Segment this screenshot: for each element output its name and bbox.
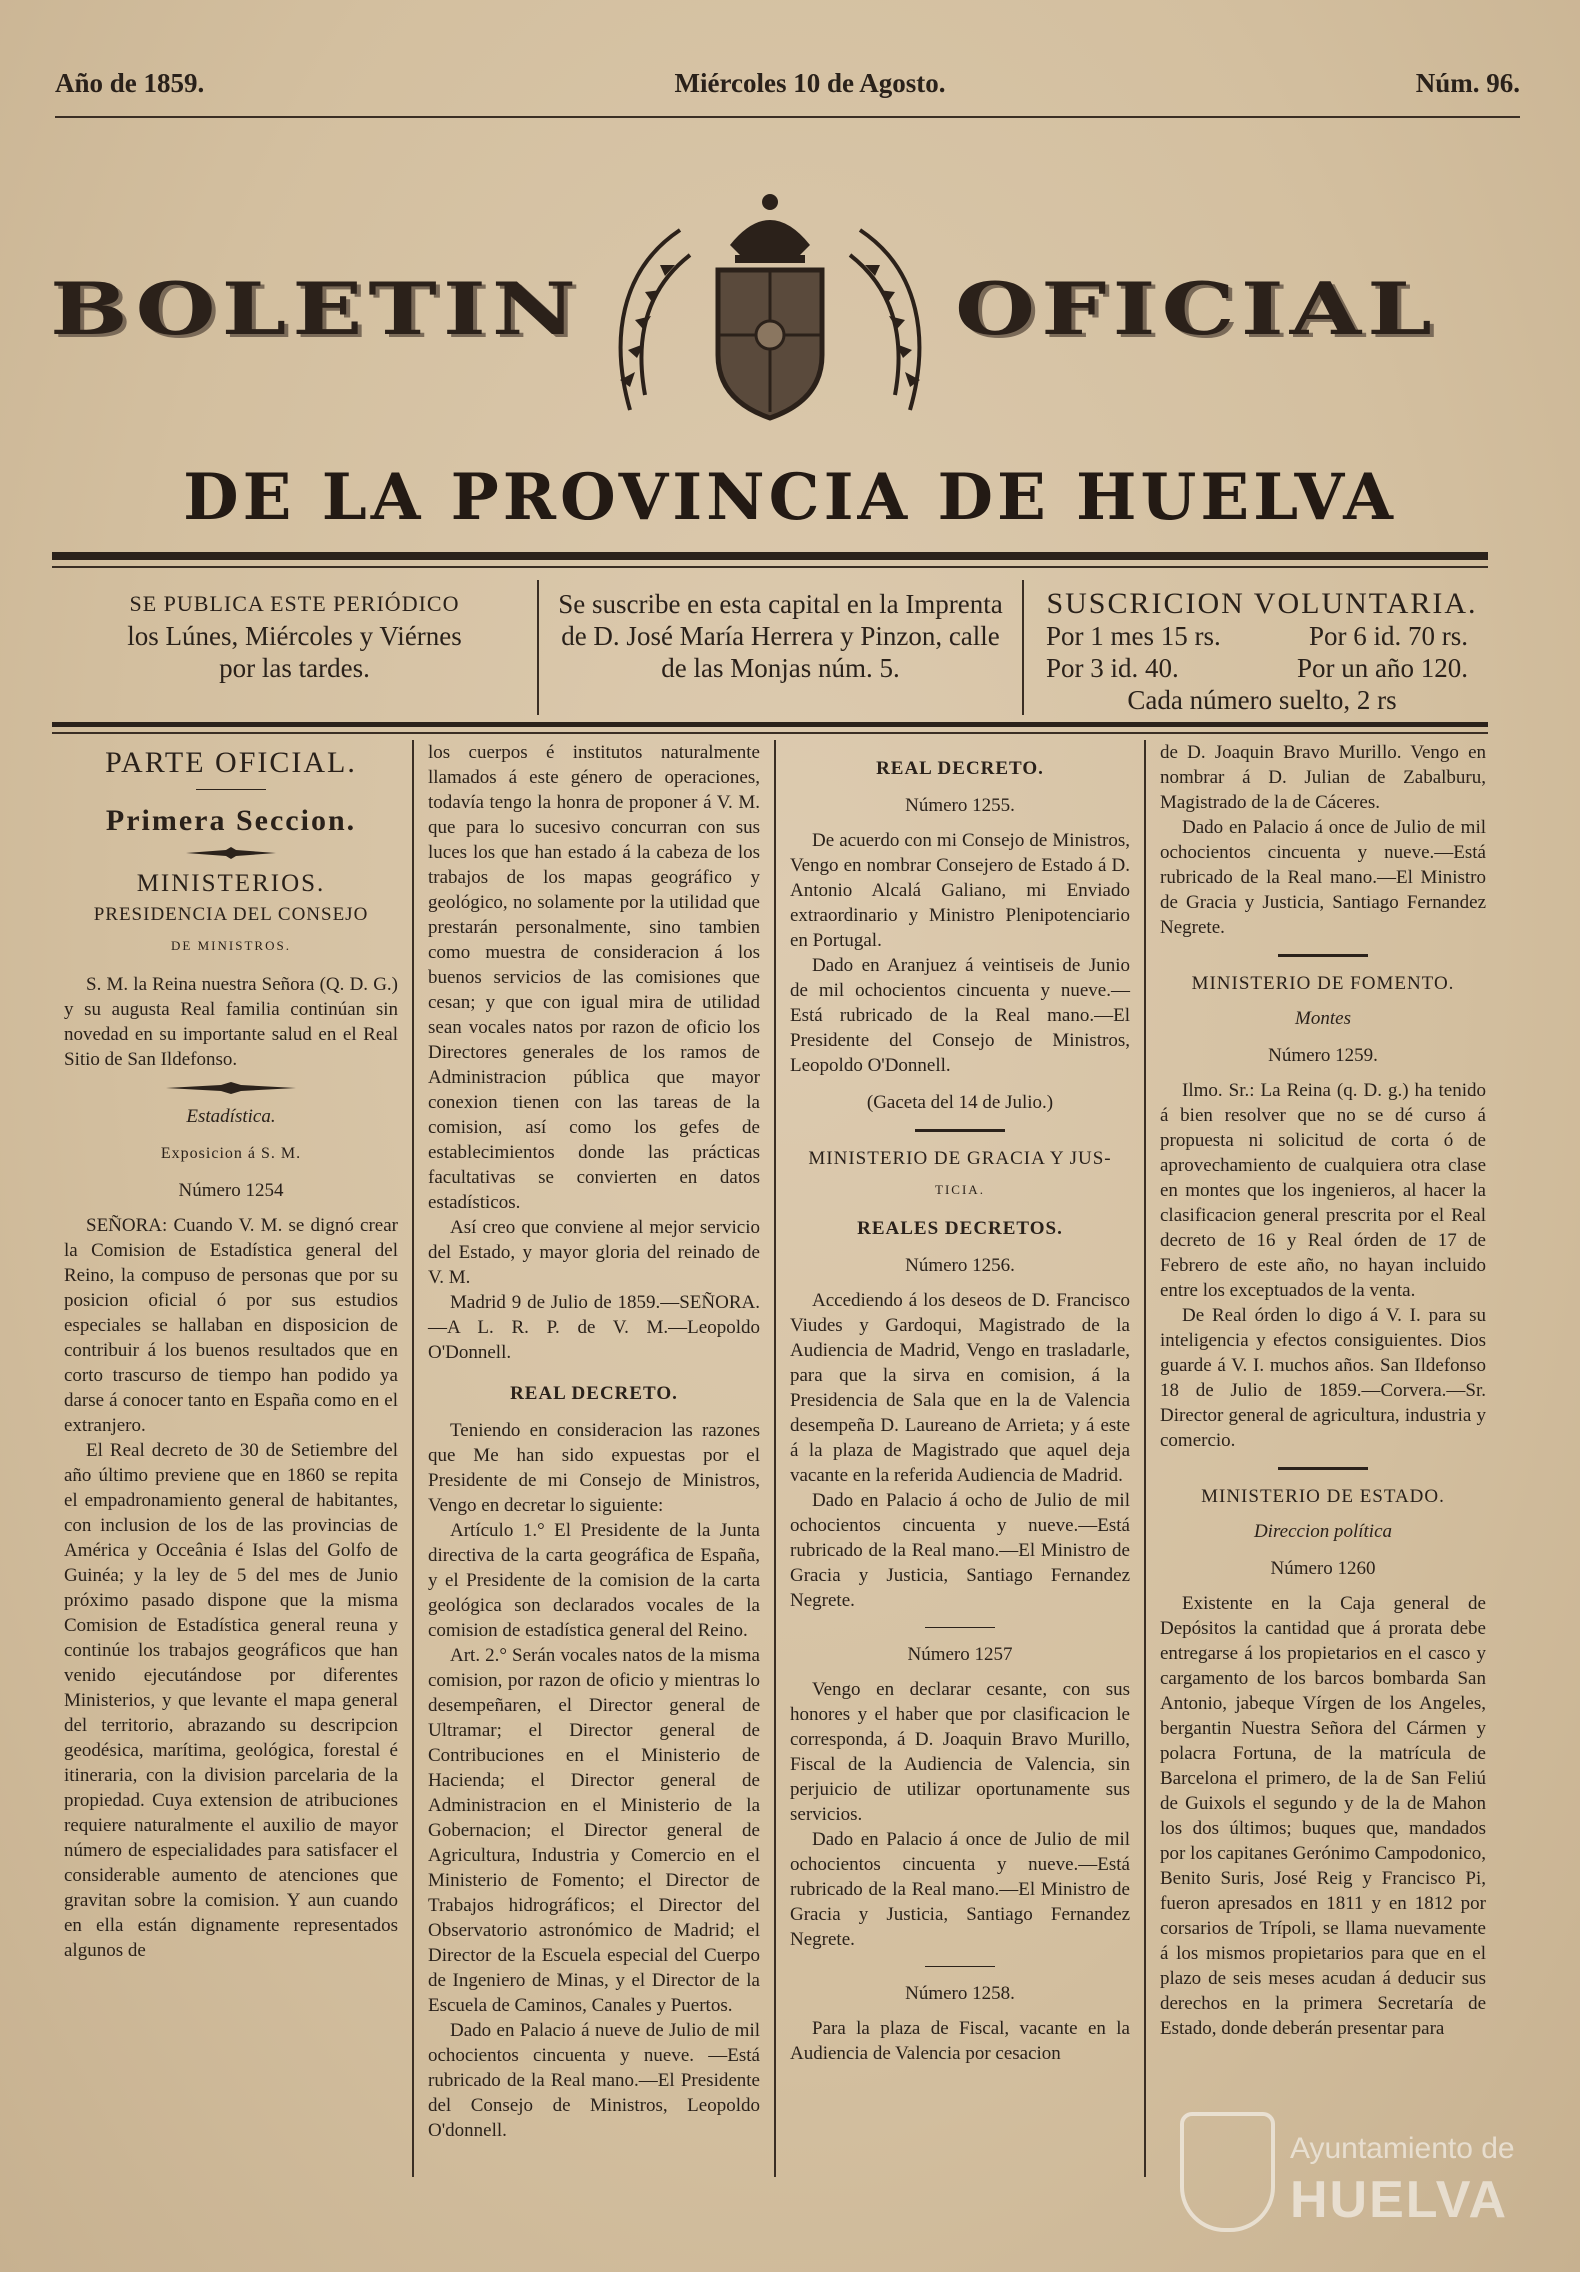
column-2 [412,740,774,2177]
band-rule-bottom [52,722,1488,727]
article-paragraph: Dado en Palacio á once de Julio de mil ochocientos cincuenta y nueve.—Está rubricado de la Real mano.—El Ministro de Gracia y Justicia, Santiago Fernandez Negrete. [790,1829,1130,1950]
masthead-word-boletin: BOLETIN [50,266,583,352]
article-paragraph: Dado en Palacio á once de Julio de mil ochocientos cincuenta y nueve.—Está rubricado de la Real mano.—El Ministro de Gracia y Justicia, Santiago Fernandez Negrete. [1160,817,1486,938]
watermark-line-1: Ayuntamiento de [1290,2132,1515,2165]
column-4 [1144,740,1500,2177]
article-paragraph: Teniendo en consideracion las razones que Me han sido expuestas por el Presidente de mi Consejo de Ministros, Vengo en decretar lo siguiente: [428,1420,760,1516]
address-line-2: de D. José María Herrera y Pinzon, calle [561,621,1000,651]
article-paragraph: El Real decreto de 30 de Setiembre del año último previene que en 1860 se repita el empadronamiento general de habitantes, con inclusion de los de las provincias de América y Occeânia é Islas del Golfo de Guinéa; y la ley de 5 del mes de Junio próximo pasado dispone que la misma Comision de Estadística general reuna y continúe los trabajos geográficos que han venido ejecutándose por diferentes Ministerios, y que levante el mapa general del territorio, abrazando su descripcion geodésica, marítima, geológica, forestal é itineraria, con la division parcelaria de la propiedad. Cuya extension de atribuciones requiere naturalmente el auxilio de mayor número de especialidades para satisfacer el considerable aumento de atenciones que gravitan sobre la comision. Y aun cuando en ella están dignamente representados algunos de [64,1440,398,1961]
price-3-months: Por 3 id. 40. [1046,653,1179,683]
article-paragraph: Dado en Palacio á ocho de Julio de mil ochocientos cincuenta y nueve.—Está rubricado de la Real mano.—El Ministro de Gracia y Justicia, Santiago Fernandez Negrete. [790,1490,1130,1611]
article-paragraph: Artículo 1.° El Presidente de la Junta directiva de la carta geográfica de España, y el Presidente de la comision de la carta geológica son declarados vocales de la comision de estadística general del Reino. [428,1520,760,1641]
ministerio-fomento-heading: MINISTERIO DE FOMENTO. [1191,973,1455,994]
masthead-rule-top [52,552,1488,560]
huelva-shield-icon [1180,2112,1275,2232]
ayuntamiento-watermark [1180,2112,1520,2242]
subscription-address [537,580,1022,715]
article-paragraph: Accediendo á los deseos de D. Francisco Viudes y Gardoqui, Magistrado de la Audiencia de Madrid, Vengo en trasladarle, para que la sirva en comision, á la Presidencia de Sala que en la de Valencia desempeña D. Laureano de Arrieta; y á este á la plaza de Magistrado que aquel deja vacante en la referida Audiencia de Madrid. [790,1290,1130,1486]
date-label: Miércoles 10 de Agosto. [674,68,946,98]
number-1256: Número 1256. [905,1255,1015,1276]
subscription-band [52,580,1488,715]
article-paragraph: Existente en la Caja general de Depósitos la cantidad que á prorata debe entregarse á los propietarios en el casco y cargamento de los barcos bombarda San Antonio, jabeque Vírgen de los Angeles, bergantin Nuestra Señora del Cármen y polacra Fortuna, de la matrícula de Barcelona el primero, de la de San Feliú de Guixols el segundo y de la de Mahon los dos últimos; buques que, mandados por los capitanes Gerónimo Campodonico, Benito Suris, José Reig y Francisco Pi, fueron apresados en 1811 y en 1812 por corsarios de Trípoli, se llama nuevamente á los mismos propietarios para que en el plazo de seis meses acudan á deducir sus derechos en la primera Secretaría de Estado, donde deberán presentar para [1160,1593,1486,2039]
watermark-line-2: HUELVA [1290,2171,1509,2229]
divider [1278,1467,1368,1470]
de-ministros-heading: DE MINISTROS. [171,938,291,953]
ornament-divider-icon [166,1082,296,1094]
divider [1278,954,1368,957]
ministerio-gracia-heading-cont: TICIA. [935,1182,985,1197]
article-paragraph: Dado en Aranjuez á veintiseis de Junio de mil ochocientos cincuenta y nueve.—Está rubricado de la Real mano.—El Presidente del Consejo de Ministros, Leopoldo O'Donnell. [790,955,1130,1076]
divider [925,1627,995,1628]
subscription-prices [1022,580,1488,715]
address-line-3: de las Monjas núm. 5. [661,653,900,683]
ministerios-heading: MINISTERIOS. [136,870,326,897]
article-paragraph: Vengo en declarar cesante, con sus honores y el haber que por clasificacion le corresponda, á D. Joaquin Bravo Murillo, Fiscal de la Audiencia de Valencia, sin perjuicio de utilizar oportunamente sus servicios. [790,1679,1130,1825]
schedule-time: por las tardes. [219,653,370,683]
address-line-1: Se suscribe en esta capital en la Imprenta [558,589,1003,619]
real-decreto-heading: REAL DECRETO. [876,758,1044,779]
number-1259: Número 1259. [1268,1045,1378,1066]
masthead-word-oficial: OFICIAL [955,266,1438,352]
direccion-politica-heading: Direccion política [1253,1521,1393,1542]
real-decreto-heading: REAL DECRETO. [510,1383,678,1404]
article-paragraph: de D. Joaquin Bravo Murillo. Vengo en nombrar á D. Julian de Zabalburu, Magistrado de la de Cáceres. [1160,742,1486,813]
header-rule [55,116,1520,118]
price-1-year: Por un año 120. [1297,653,1468,683]
signature-paragraph: Madrid 9 de Julio de 1859.—SEÑORA.—A L. R. P. de V. M.—Leopoldo O'Donnell. [428,1292,760,1363]
price-6-months: Por 6 id. 70 rs. [1308,621,1468,651]
divider [196,789,266,790]
masthead-subtitle: DE LA PROVINCIA DE HUELVA [183,460,1397,535]
issue-number: Núm. 96. [1415,68,1520,98]
ministerio-gracia-heading: MINISTERIO DE GRACIA Y JUS- [808,1148,1112,1169]
divider [915,1129,1005,1132]
number-1257: Número 1257 [907,1644,1013,1665]
schedule-days: los Lúnes, Miércoles y Viérnes [127,621,462,651]
reales-decretos-heading: REALES DECRETOS. [857,1218,1063,1239]
article-paragraph: Art. 2.° Serán vocales natos de la misma comision, por razon de oficio y mientras lo desempeñaren, el Director general de Ultramar; el Director general de Contribuciones en el Ministerio de Hacienda; el Director general de Administracion en el Ministerio de la Gobernacion; el Director general de Agricultura, Industria y Comercio en el Ministerio de Fomento; el Director de Trabajos hidrográficos; el Director del Observatorio astronómico de Madrid; el Director de la Escuela especial del Cuerpo de Ingeniero de Minas, y el Director de la Escuela de Caminos, Canales y Puertos. [428,1645,760,2016]
header-line [55,68,1520,99]
article-paragraph: Así creo que conviene al mejor servicio del Estado, y mayor gloria del reinado de V. M. [428,1217,760,1288]
article-paragraph: los cuerpos é institutos naturalmente llamados á este género de operaciones, todavía tengo la honra de proponer á V. M. que para lo sucesivo concurran con sus luces los que han estado á la cabeza de los trabajos de los mapas geográfico y geológico, no solamente por la utilidad que prestarán personalmente, sino tambien como muestra de consideracion á los buenos servicios de las comisiones que cesan; y que con igual mira de utilidad sean vocales natos por razon de oficio los Directores generales de los ramos de Administracion pública que mayor conexion tienen con las tareas de la comision, así como los gefes de establecimientos donde las prácticas facultativas se convierten en datos estadísticos. [428,742,760,1213]
parte-oficial-heading: PARTE OFICIAL. [105,746,357,779]
article-columns [50,740,1500,2177]
price-1-month: Por 1 mes 15 rs. [1046,621,1221,651]
column-3 [774,740,1144,2177]
ministerio-estado-heading: MINISTERIO DE ESTADO. [1201,1486,1445,1507]
royal-coat-of-arms-icon [590,180,950,430]
number-1260: Número 1260 [1270,1558,1376,1579]
signature-paragraph: Dado en Palacio á nueve de Julio de mil ochocientos cincuenta y nueve. —Está rubricado de la Real mano.—El Presidente del Consejo de Ministros, Leopoldo O'donnell. [428,2020,760,2141]
article-paragraph: De acuerdo con mi Consejo de Ministros, Vengo en nombrar Consejero de Estado á D. Antonio Alcalá Galiano, mi Enviado extraordinario y Ministro Plenipotenciario en Portugal. [790,830,1130,951]
prices-heading: SUSCRICION VOLUNTARIA. [1046,587,1478,620]
section-heading: Primera Seccion. [105,804,357,837]
royal-health-paragraph: S. M. la Reina nuestra Señora (Q. D. G.) y su augusta Real familia continúan sin novedad en su importante salud en el Real Sitio de San Ildefonso. [64,974,398,1070]
number-1255: Número 1255. [905,795,1015,816]
divider [925,1966,995,1967]
year-label: Año de 1859. [55,68,205,98]
ornament-divider-icon [186,847,276,859]
exposicion-heading: Exposicion á S. M. [160,1145,302,1162]
number-1258: Número 1258. [905,1983,1015,2004]
montes-heading: Montes [1295,1008,1351,1029]
estadistica-heading: Estadística. [186,1106,276,1127]
article-paragraph: SEÑORA: Cuando V. M. se dignó crear la Comision de Estadística general del Reino, la compuso de personas que por su posicion oficial ó por sus estudios especiales se hallaban en disposicion de contribuir á los buenos resultados que en corto trascurso de tiempo han podido ya darse á conocer tanto en España como en el extranjero. [64,1215,398,1436]
band-rule-thin [52,732,1488,734]
schedule-heading: SE PUBLICA ESTE PERIÓDICO [129,591,460,616]
number-1254: Número 1254 [178,1180,284,1201]
column-1 [50,740,412,2177]
gaceta-reference: (Gaceta del 14 de Julio.) [866,1092,1054,1113]
presidencia-heading: PRESIDENCIA DEL CONSEJO [93,904,369,925]
publication-schedule [52,580,537,715]
article-paragraph: De Real órden lo digo á V. I. para su inteligencia y efectos consiguientes. Dios guarde á V. I. muchos años. San Ildefonso 18 de Julio de 1859.—Corvera.—Sr. Director general de agricultura, industria y comercio. [1160,1305,1486,1451]
article-paragraph: Para la plaza de Fiscal, vacante en la Audiencia de Valencia por cesacion [790,2018,1130,2064]
masthead-rule-thin [52,566,1488,568]
price-single-issue: Cada número suelto, 2 rs [1127,685,1397,715]
article-paragraph: Ilmo. Sr.: La Reina (q. D. g.) ha tenido á bien resolver que no se dé curso á propuesta ni solicitud de corta ó de aprovechamiento de cualquiera otra clase en montes que los ingenieros, al hacer la clasificacion general prescrita por el Real decreto de 16 y Real órden de 17 de Febrero de este año, no hayan incluido entre los exceptuados de la venta. [1160,1080,1486,1301]
